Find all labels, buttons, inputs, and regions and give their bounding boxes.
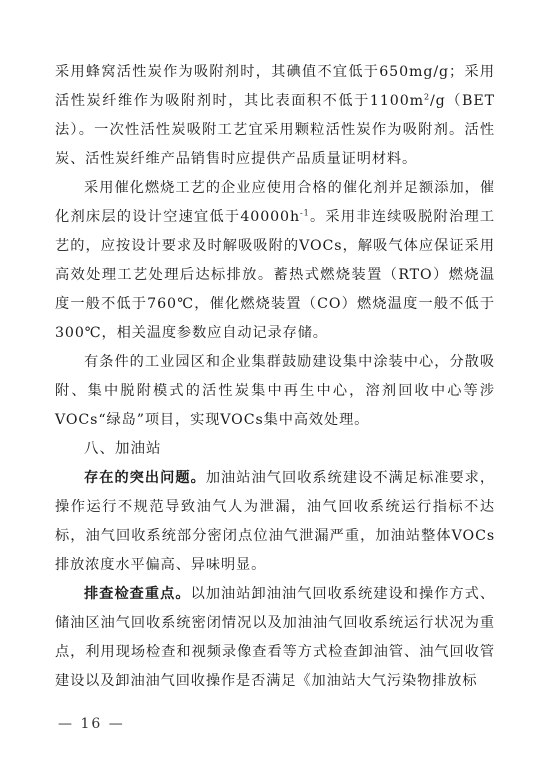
page-body <box>55 58 495 696</box>
paragraph-activated-carbon: 采用蜂窝活性炭作为吸附剂时，其碘值不宜低于650mg/g；采用活性炭纤维作为吸附剂时，其比表面积不低于$1100m^2/g(BET$法）。一次性活性炭吸附工艺宜采用颗粒活性炭作为吸附剂。活性炭、活性炭纤维产品销售时应提供产品质量证明材料。 <box>55 64 495 167</box>
bold-lead: 存在的突出问题。 <box>84 470 206 486</box>
paragraph-outstanding-problems: 存在的突出问题。加油站油气回收系统建设不满足标准要求，操作运行不规范导致油气人为泄漏，油气回收系统运行指标不达标，油气回收系统部分密闭点位油气泄漏严重，加油站整体VOCs排放浓度水平偏高、异味明显。 <box>55 470 496 573</box>
paragraph-inspection-focus: 排查检查重点。以加油站卸油油气回收系统建设和操作方式、储油区油气回收系统密闭情况以及加油油气回收系统运行状况为重点，利用现场检查和视频录像查看等方式检查卸油管、油气回收管建设以及卸油油气回收操作是否满足《加油站大气污染物排放标 <box>55 586 495 689</box>
section-heading: 八、加油站 <box>84 441 162 457</box>
paragraph-industrial-park: 有条件的工业园区和企业集群鼓励建设集中涂装中心，分散吸附、集中脱附模式的活性炭集中再生中心，溶剂回收中心等涉VOCs“绿岛”项目，实现VOCs集中高效处理。 <box>55 354 495 428</box>
superscript: -1 <box>300 208 310 218</box>
page-number: — 16 — <box>58 716 125 732</box>
superscript: 2 <box>423 92 430 102</box>
paragraph-catalytic-combustion: 采用催化燃烧工艺的企业应使用合格的催化剂并足额添加，催化剂床层的设计空速宜低于$40000h^{-1}$。采用非连续吸脱附治理工艺的，应按设计要求及时解吸吸附的VOCs，解吸气体应保证采用高效处理工艺处理后达标排放。蓄热式燃烧装置（RTO）燃烧温度一般不低于760℃，催化燃烧装置（CO）燃烧温度一般不低于300℃，相关温度参数应自动记录存储。 <box>55 180 495 341</box>
bold-lead: 排查检查重点。 <box>84 586 191 602</box>
